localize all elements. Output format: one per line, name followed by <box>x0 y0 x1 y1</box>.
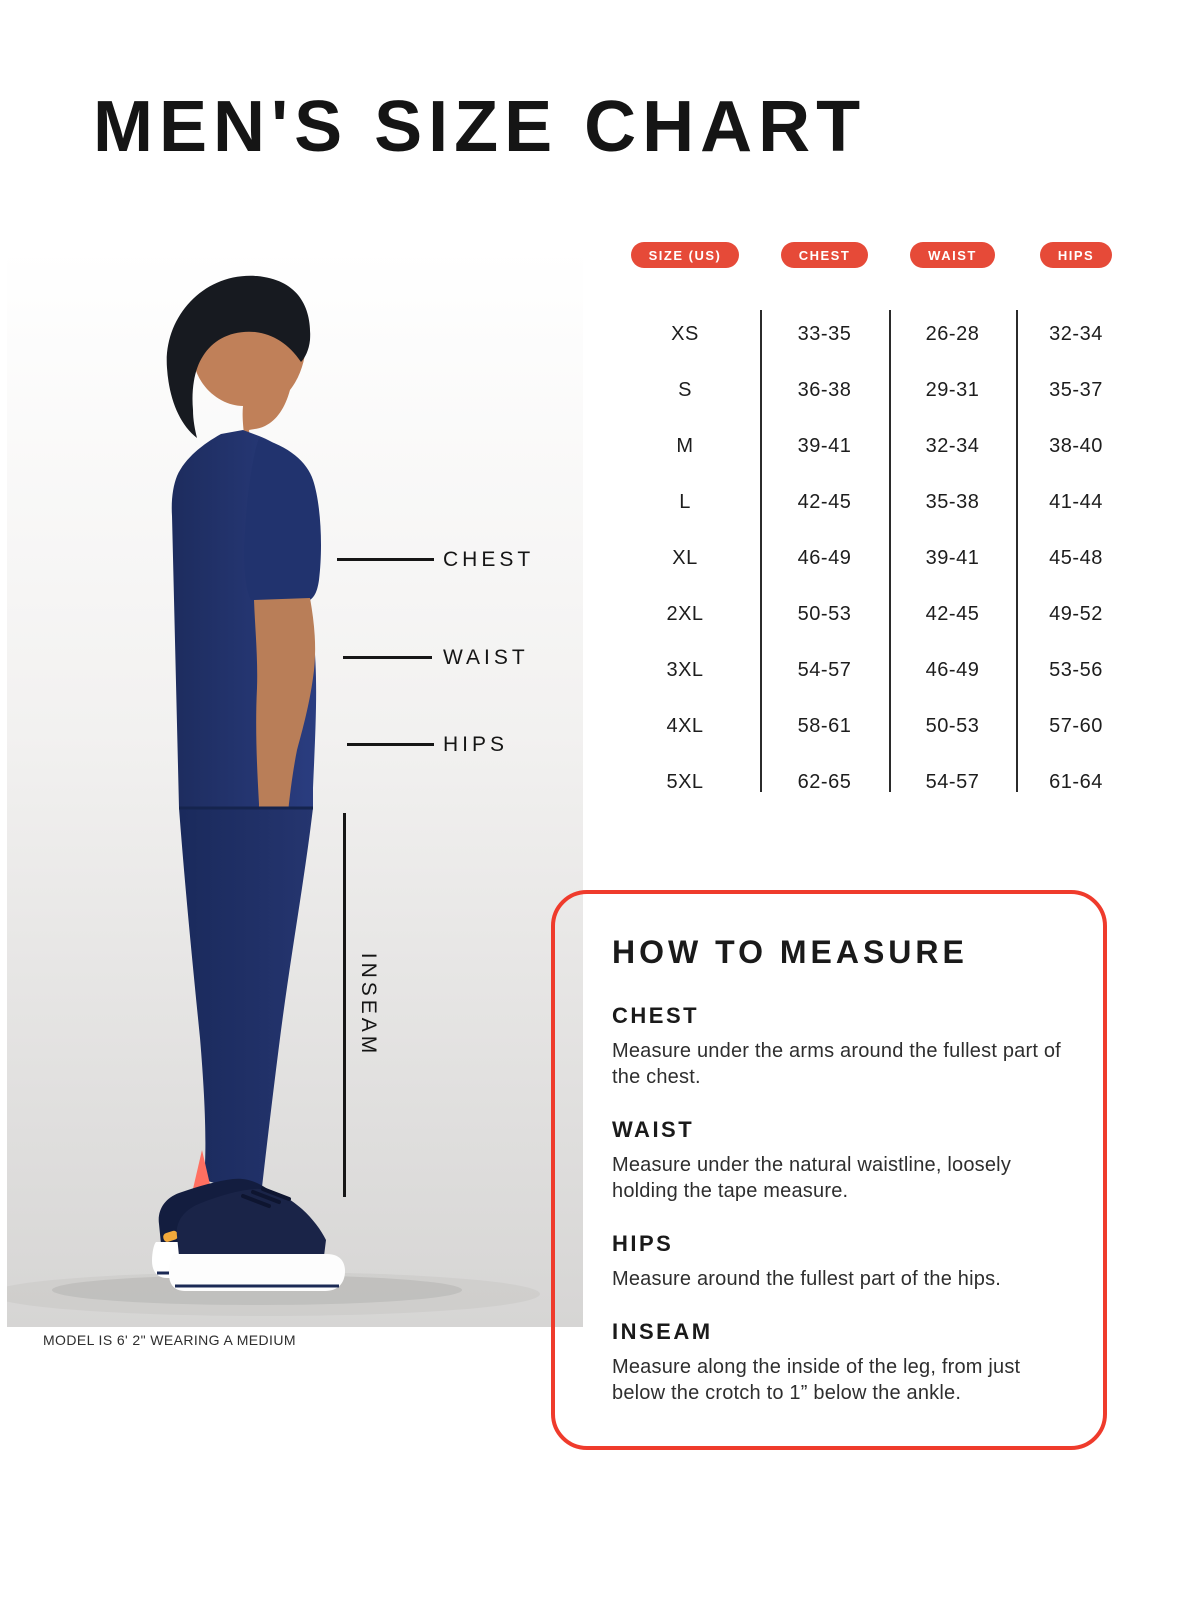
table-divider <box>1016 310 1018 792</box>
table-cell: 50-53 <box>925 714 980 737</box>
table-cell: 45-48 <box>1049 546 1103 569</box>
table-cell: 36-38 <box>797 378 852 401</box>
table-cell: 39-41 <box>797 434 852 457</box>
measure-section-text: Measure along the inside of the leg, from just below the crotch to 1” below the ankle. <box>612 1356 1021 1404</box>
table-cell: 41-44 <box>1049 490 1103 513</box>
table-cell: 46-49 <box>797 546 852 569</box>
table-cell: 26-28 <box>925 322 980 345</box>
table-cell: M <box>676 434 694 457</box>
waist-figure-label: WAIST <box>443 646 529 669</box>
table-cell: L <box>679 490 691 513</box>
chest-figure-label: CHEST <box>443 548 535 571</box>
inseam-figure-label: INSEAM <box>357 952 380 1058</box>
measure-section-text: Measure under the natural waistline, loosely holding the tape measure. <box>612 1154 1012 1202</box>
table-cell: 42-45 <box>797 490 852 513</box>
model-photo <box>7 248 583 1327</box>
chest-pointer-line <box>337 558 434 561</box>
measure-section-text: Measure around the fullest part of the hips. <box>612 1268 1002 1290</box>
table-cell: 54-57 <box>925 770 980 793</box>
hips-pointer-line <box>347 743 434 746</box>
table-header-cell <box>760 242 889 306</box>
table-divider <box>889 310 891 792</box>
table-cell: 42-45 <box>925 602 980 625</box>
size-table <box>610 242 1136 810</box>
table-cell: 46-49 <box>925 658 980 681</box>
table-cell: 3XL <box>666 658 704 681</box>
table-cell: XS <box>671 322 699 345</box>
measure-section <box>612 1319 1103 1406</box>
table-cell: 57-60 <box>1049 714 1103 737</box>
table-divider <box>760 310 762 792</box>
table-cell: 33-35 <box>797 322 852 345</box>
measure-section-text: Measure under the arms around the fullest part of the chest. <box>612 1040 1061 1088</box>
table-cell: 39-41 <box>925 546 980 569</box>
table-cell: 32-34 <box>1049 322 1103 345</box>
measure-section-heading: HIPS <box>612 1231 674 1256</box>
table-cell: 35-37 <box>1049 378 1103 401</box>
how-to-measure-title: HOW TO MEASURE <box>612 934 968 970</box>
table-cell: 49-52 <box>1049 602 1103 625</box>
table-cell: 4XL <box>666 714 704 737</box>
table-header-pill: SIZE (US) <box>631 242 740 268</box>
table-cell: 50-53 <box>797 602 852 625</box>
table-cell: 62-65 <box>797 770 852 793</box>
model-silhouette <box>7 248 583 1327</box>
waist-pointer-line <box>343 656 432 659</box>
table-header-pill: WAIST <box>910 242 995 268</box>
measure-section <box>612 1117 1103 1204</box>
table-cell: S <box>678 378 692 401</box>
table-cell: 38-40 <box>1049 434 1103 457</box>
table-cell: 35-38 <box>925 490 980 513</box>
table-header-cell <box>610 242 760 306</box>
inseam-pointer-line <box>343 813 346 1197</box>
table-cell: 54-57 <box>797 658 852 681</box>
measure-section <box>612 1003 1103 1090</box>
table-cell: 29-31 <box>925 378 980 401</box>
table-header-cell <box>1016 242 1136 306</box>
measure-section <box>612 1231 1103 1292</box>
measure-section-heading: WAIST <box>612 1117 695 1142</box>
measure-section-heading: CHEST <box>612 1003 700 1028</box>
table-cell: 61-64 <box>1049 770 1103 793</box>
table-cell: 53-56 <box>1049 658 1103 681</box>
table-cell: XL <box>672 546 698 569</box>
table-cell: 5XL <box>666 770 704 793</box>
model-caption: MODEL IS 6' 2" WEARING A MEDIUM <box>43 1332 296 1348</box>
table-header-cell <box>889 242 1016 306</box>
table-cell: 32-34 <box>925 434 980 457</box>
measure-section-heading: INSEAM <box>612 1319 713 1344</box>
how-to-measure-box <box>551 890 1107 1450</box>
table-header-pill: CHEST <box>781 242 869 268</box>
table-header-pill: HIPS <box>1040 242 1112 268</box>
hips-figure-label: HIPS <box>443 733 509 756</box>
table-cell: 58-61 <box>797 714 852 737</box>
page-title: MEN'S SIZE CHART <box>93 87 867 167</box>
measure-sections <box>612 1003 1103 1406</box>
table-cell: 2XL <box>666 602 704 625</box>
